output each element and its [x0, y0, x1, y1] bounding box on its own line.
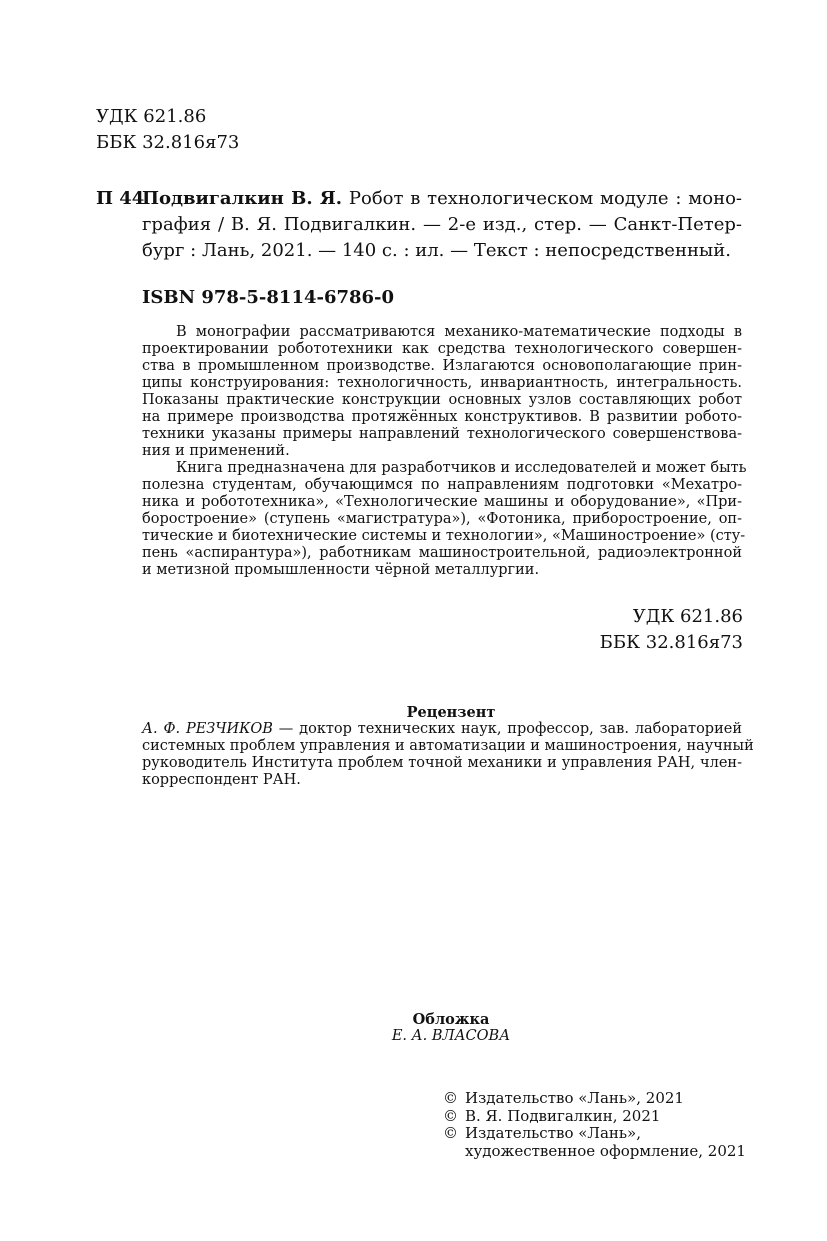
copyright-item	[443, 1108, 746, 1126]
reviewer-line-3: руководитель Института проблем точной механики и управления РАН, член-	[142, 755, 742, 771]
copyright-block	[443, 1090, 746, 1160]
copyright-icon: ©	[443, 1106, 458, 1125]
bbk-code: ББК 32.816я73	[599, 632, 743, 653]
isbn: ISBN 978-5-8114-6786-0	[142, 287, 395, 308]
text-line: ства в промышленном производстве. Излагаются основополагающие прин-	[142, 358, 742, 374]
udk-code: УДК 621.86	[96, 106, 207, 127]
abstract-paragraph-1	[142, 324, 742, 460]
biblio-author: Подвигалкин В. Я.	[142, 188, 343, 209]
text-line: проектировании робототехники как средства технологического совершен-	[142, 341, 742, 357]
cover-credit	[142, 1011, 742, 1045]
copyright-text: В. Я. Подвигалкин, 2021	[465, 1106, 661, 1125]
text-line: Показаны практические конструкции основных узлов составляющих робот	[142, 392, 742, 408]
text-line: на примере производства протяжённых конструктивов. В развитии робото-	[142, 409, 742, 425]
copyright-item	[443, 1125, 746, 1143]
copyright-icon: ©	[443, 1089, 458, 1107]
abstract-paragraph-2	[142, 460, 747, 579]
reviewer-text: — доктор технических наук, профессор, зав. лабораторией	[272, 721, 743, 737]
copyright-item-continued	[443, 1143, 746, 1161]
cover-designer: Е. А. ВЛАСОВА	[391, 1028, 511, 1044]
copyright-item	[443, 1090, 746, 1108]
biblio-line-3: бург : Лань, 2021. — 140 с. : ил. — Текст : непосредственный.	[142, 240, 731, 261]
author-code: П 44	[96, 188, 145, 209]
text-line: Книга предназначена для разработчиков и исследователей и может быть	[176, 460, 747, 476]
text-line: ния и применений.	[142, 443, 290, 459]
copyright-text: Издательство «Лань», 2021	[465, 1089, 684, 1107]
biblio-line-1	[142, 186, 742, 212]
copyright-text: художественное оформление, 2021	[465, 1141, 746, 1160]
text-line: В монографии рассматриваются механико-математические подходы в	[176, 324, 742, 340]
udk-bbk-top	[96, 104, 239, 156]
cover-heading: Обложка	[412, 1011, 490, 1028]
reviewer-line-4: корреспондент РАН.	[142, 772, 301, 788]
biblio-title: Робот в технологическом модуле : моно-	[348, 188, 742, 209]
udk-bbk-bottom	[600, 604, 743, 656]
text-line: ника и робототехника», «Технологические машины и оборудование», «При-	[142, 494, 742, 510]
reviewer-block	[142, 704, 754, 789]
biblio-line-2: графия / В. Я. Подвигалкин. — 2-е изд., стер. — Санкт-Петер-	[142, 214, 742, 235]
text-line: тические и биотехнические системы и технологии», «Машиностроение» (сту-	[142, 528, 746, 544]
abstract	[142, 324, 747, 579]
bibliographic-record	[142, 186, 742, 264]
text-line: ципы конструирования: технологичность, инвариантность, интегральность.	[142, 375, 742, 391]
text-line: и метизной промышленности чёрной металлургии.	[142, 562, 540, 578]
text-line: полезна студентам, обучающимся по направлениям подготовки «Мехатро-	[142, 477, 742, 493]
text-line: боростроение» (ступень «магистратура»), «Фотоника, приборостроение, оп-	[142, 511, 742, 527]
copyright-icon: ©	[443, 1124, 458, 1142]
reviewer-line-1	[142, 721, 742, 738]
text-line: пень «аспирантура»), работникам машиностроительной, радиоэлектронной	[142, 545, 742, 561]
reviewer-name: А. Ф. РЕЗЧИКОВ	[142, 721, 273, 737]
reviewer-line-2: системных проблем управления и автоматизации и машиностроения, научный	[142, 738, 754, 754]
reviewer-heading: Рецензент	[406, 704, 496, 721]
udk-code: УДК 621.86	[632, 606, 743, 627]
bbk-code: ББК 32.816я73	[96, 132, 240, 153]
text-line: техники указаны примеры направлений технологического совершенствова-	[142, 426, 742, 442]
copyright-text: Издательство «Лань»,	[465, 1124, 642, 1142]
